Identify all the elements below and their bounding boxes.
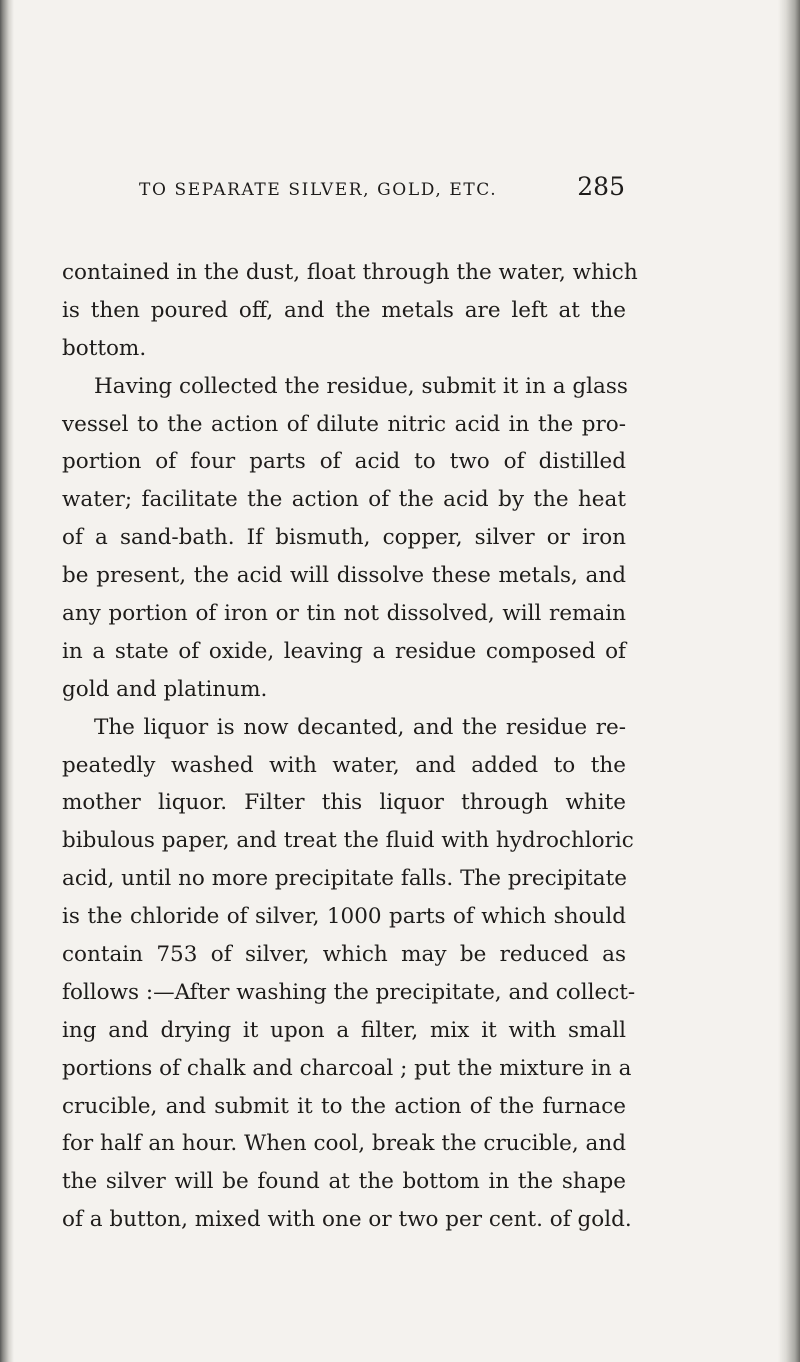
text-line: bottom.: [62, 335, 147, 361]
text-line: is then poured off, and the metals are left at the: [62, 297, 626, 323]
running-head: [139, 172, 625, 206]
text-line: of a button, mixed with one or two per cent. of gold.: [62, 1207, 632, 1233]
text-line: in a state of oxide, leaving a residue composed of: [62, 638, 626, 664]
text-line: portions of chalk and charcoal ; put the mixture in a: [62, 1055, 632, 1081]
text-line: for half an hour. When cool, break the crucible, and: [62, 1131, 626, 1157]
page-number: 285: [577, 172, 625, 201]
text-line: of a sand-bath. If bismuth, copper, silver or iron: [62, 525, 626, 551]
text-line: ing and drying it upon a filter, mix it with small: [62, 1017, 626, 1043]
text-line: water; facilitate the action of the acid by the heat: [62, 487, 626, 513]
text-line: peatedly washed with water, and added to the: [62, 752, 626, 778]
text-line: the silver will be found at the bottom in the shape: [62, 1169, 626, 1195]
text-line: crucible, and submit it to the action of the furnace: [62, 1093, 626, 1119]
page-left-edge-shadow: [0, 0, 14, 1362]
text-line: follows :—After washing the precipitate, and collect-: [62, 979, 636, 1005]
text-line: The liquor is now decanted, and the residue re-: [94, 714, 626, 740]
text-line: vessel to the action of dilute nitric acid in the pro-: [62, 411, 626, 437]
text-line: acid, until no more precipitate falls. The precipitate: [62, 866, 627, 892]
body-text: [62, 254, 638, 1239]
text-line: mother liquor. Filter this liquor through white: [62, 790, 626, 816]
text-line: contained in the dust, float through the water, which: [62, 260, 638, 285]
text-line: be present, the acid will dissolve these metals, and: [62, 563, 626, 589]
text-line: gold and platinum.: [62, 676, 268, 702]
text-line: bibulous paper, and treat the fluid with hydrochloric: [62, 828, 634, 854]
text-line: Having collected the residue, submit it in a glass: [94, 373, 628, 399]
text-line: contain 753 of silver, which may be reduced as: [62, 942, 626, 968]
text-line: portion of four parts of acid to two of distilled: [62, 449, 626, 475]
page-right-edge-shadow: [778, 0, 800, 1362]
text-line: any portion of iron or tin not dissolved, will remain: [62, 601, 626, 627]
running-title: TO SEPARATE SILVER, GOLD, ETC.: [139, 180, 498, 200]
text-line: is the chloride of silver, 1000 parts of which should: [62, 904, 626, 930]
